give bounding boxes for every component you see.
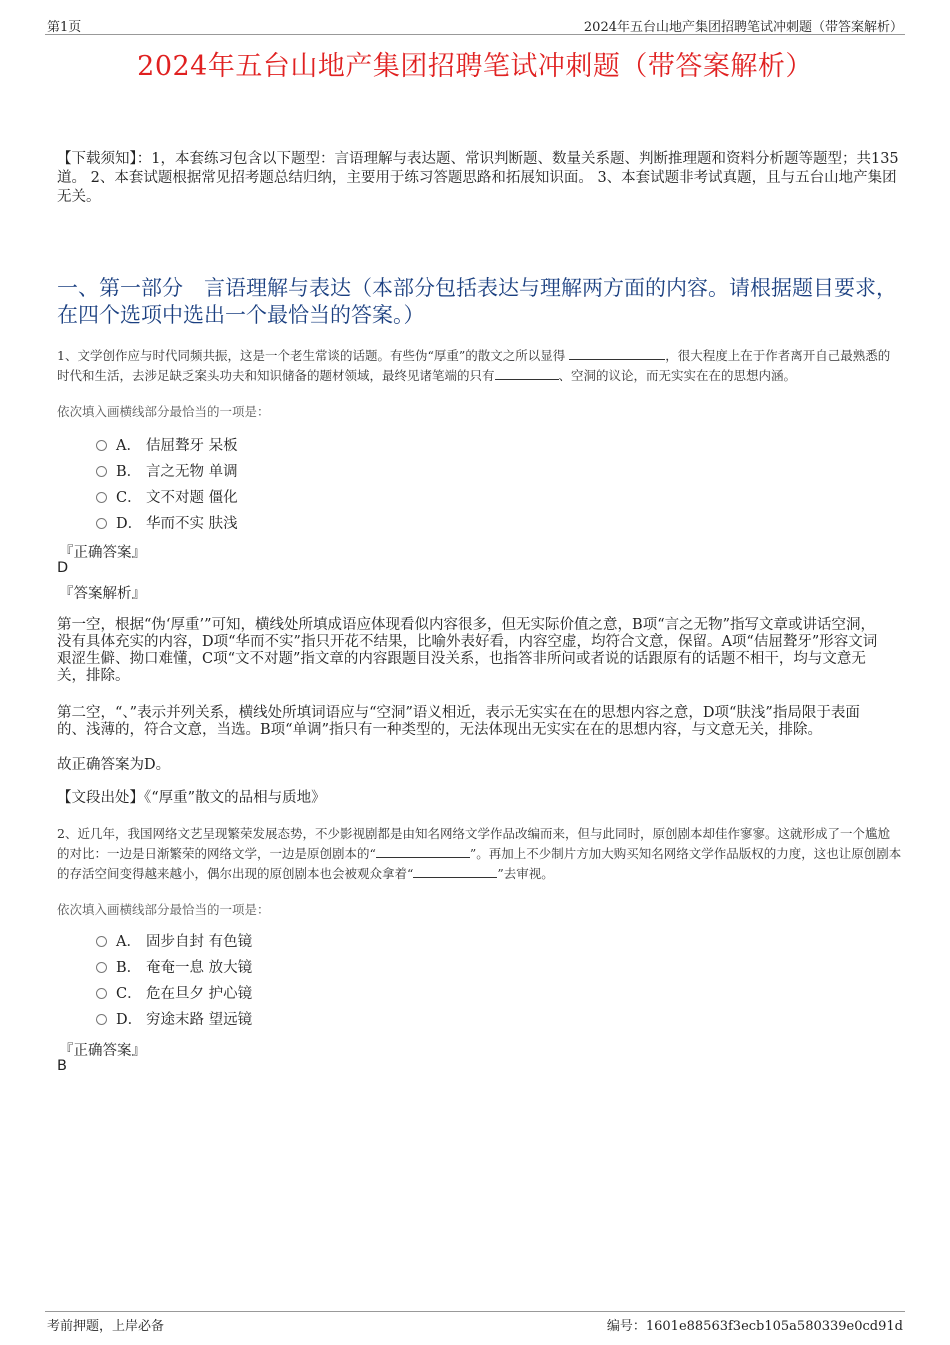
download-notice: 【下载须知】：1，本套练习包含以下题型：言语理解与表达题、常识判断题、数量关系题、判断推理题和资料分析题等题型；共135道。 2、本套试题根据常见招考题总结归纳，主要用于练习答题思路和拓展知识面。 3、本套试题非考试真题，且与五台山地产集团无关。 (57, 151, 899, 205)
radio-icon[interactable] (96, 440, 107, 451)
page-header (45, 14, 905, 35)
analysis-paragraph: 第二空，“、”表示并列关系，横线处所填词语应与“空洞”语义相近，表示无实实在在的思想内容之意，D项“肤浅”指局限于表面的、浅薄的，符合文意，当选。B项“单调”指只有一种类型的，无法体现出无实实在在的思想内容，与文意无关，排除。 (57, 705, 860, 738)
question-2-prompt: 依次填入画横线部分最恰当的一项是： (57, 902, 270, 917)
header-doc-title: 2024年五台山地产集团招聘笔试冲刺题（带答案解析） (583, 20, 903, 35)
analysis-label: 『答案解析』 (59, 586, 146, 602)
footer-slogan: 考前押题，上岸必备 (47, 1319, 165, 1334)
option-b[interactable]: B． 奄奄一息 放大镜 (96, 955, 252, 981)
blank-line (495, 367, 559, 380)
answer-value: B (57, 1058, 67, 1074)
blank-line (376, 845, 470, 858)
radio-icon[interactable] (96, 1014, 107, 1025)
radio-icon[interactable] (96, 492, 107, 503)
page-footer (45, 1311, 905, 1336)
radio-icon[interactable] (96, 936, 107, 947)
option-a[interactable]: A． 佶屈聱牙 呆板 (96, 433, 238, 459)
question-2-options (96, 929, 252, 1033)
radio-icon[interactable] (96, 962, 107, 973)
radio-icon[interactable] (96, 466, 107, 477)
option-a[interactable]: A． 固步自封 有色镜 (96, 929, 252, 955)
analysis-conclusion: 故正确答案为D。 (57, 757, 171, 773)
document-code: 编号：1601e88563f3ecb105a580339e0cd91d (606, 1319, 903, 1334)
page-number: 第1页 (47, 20, 82, 35)
passage-source: 【文段出处】《“厚重”散文的品相与质地》 (57, 790, 326, 806)
question-2-text: 2、近几年，我国网络文艺呈现繁荣发展态势，不少影视剧都是由知名网络文学作品改编而来，但与此同时，原创剧本却佳作寥寥。这就形成了一个尴尬的对比：一边是日渐繁荣的网络文学，一边是原创剧本的“ ”。再加上不少制片方加大购买知名网络文学作品版权的力度，这也让原创剧本的存活空间变得越来越小，偶尔出现的原创剧本也会被观众拿着“ ”去审视。 (57, 826, 902, 881)
question-1-prompt: 依次填入画横线部分最恰当的一项是： (57, 404, 270, 419)
radio-icon[interactable] (96, 518, 107, 529)
option-d[interactable]: D． 穷途末路 望远镜 (96, 1007, 252, 1033)
analysis-paragraph: 第一空，根据“伪‘厚重’”可知，横线处所填成语应体现看似内容很多，但无实际价值之意，B项“言之无物”指写文章或讲话空洞，没有具体充实的内容，D项“华而不实”指只开花不结果，比喻外表好看，内容空虚，均符合文意，保留。A项“佶屈聱牙”形容文词艰涩生僻、拗口难懂，C项“文不对题”指文章的内容跟题目没关系，也指答非所问或者说的话跟原有的话题不相干，均与文意无关，排除。 (57, 617, 878, 684)
section-heading: 一、第一部分 言语理解与表达（本部分包括表达与理解两方面的内容。请根据题目要求，在四个选项中选出一个最恰当的答案。） (57, 276, 897, 327)
question-1-options (96, 433, 238, 537)
blank-line (569, 347, 665, 360)
document-title: 2024年五台山地产集团招聘笔试冲刺题（带答案解析） (137, 51, 813, 82)
option-c[interactable]: C． 危在旦夕 护心镜 (96, 981, 252, 1007)
option-c[interactable]: C． 文不对题 僵化 (96, 485, 238, 511)
question-1-text: 1、文学创作应与时代同频共振，这是一个老生常谈的话题。有些伪“厚重”的散文之所以显得 ，很大程度上在于作者离开自己最熟悉的时代和生活，去涉足缺乏案头功夫和知识储备的题材领域，最终见诸笔端的只有 、空洞的议论，而无实实在在的思想内涵。 (57, 348, 891, 383)
answer-label: 『正确答案』 (59, 545, 146, 561)
option-b[interactable]: B． 言之无物 单调 (96, 459, 238, 485)
radio-icon[interactable] (96, 988, 107, 999)
blank-line (413, 865, 497, 878)
option-d[interactable]: D． 华而不实 肤浅 (96, 511, 238, 537)
answer-label: 『正确答案』 (59, 1043, 146, 1059)
answer-value: D (57, 560, 69, 576)
